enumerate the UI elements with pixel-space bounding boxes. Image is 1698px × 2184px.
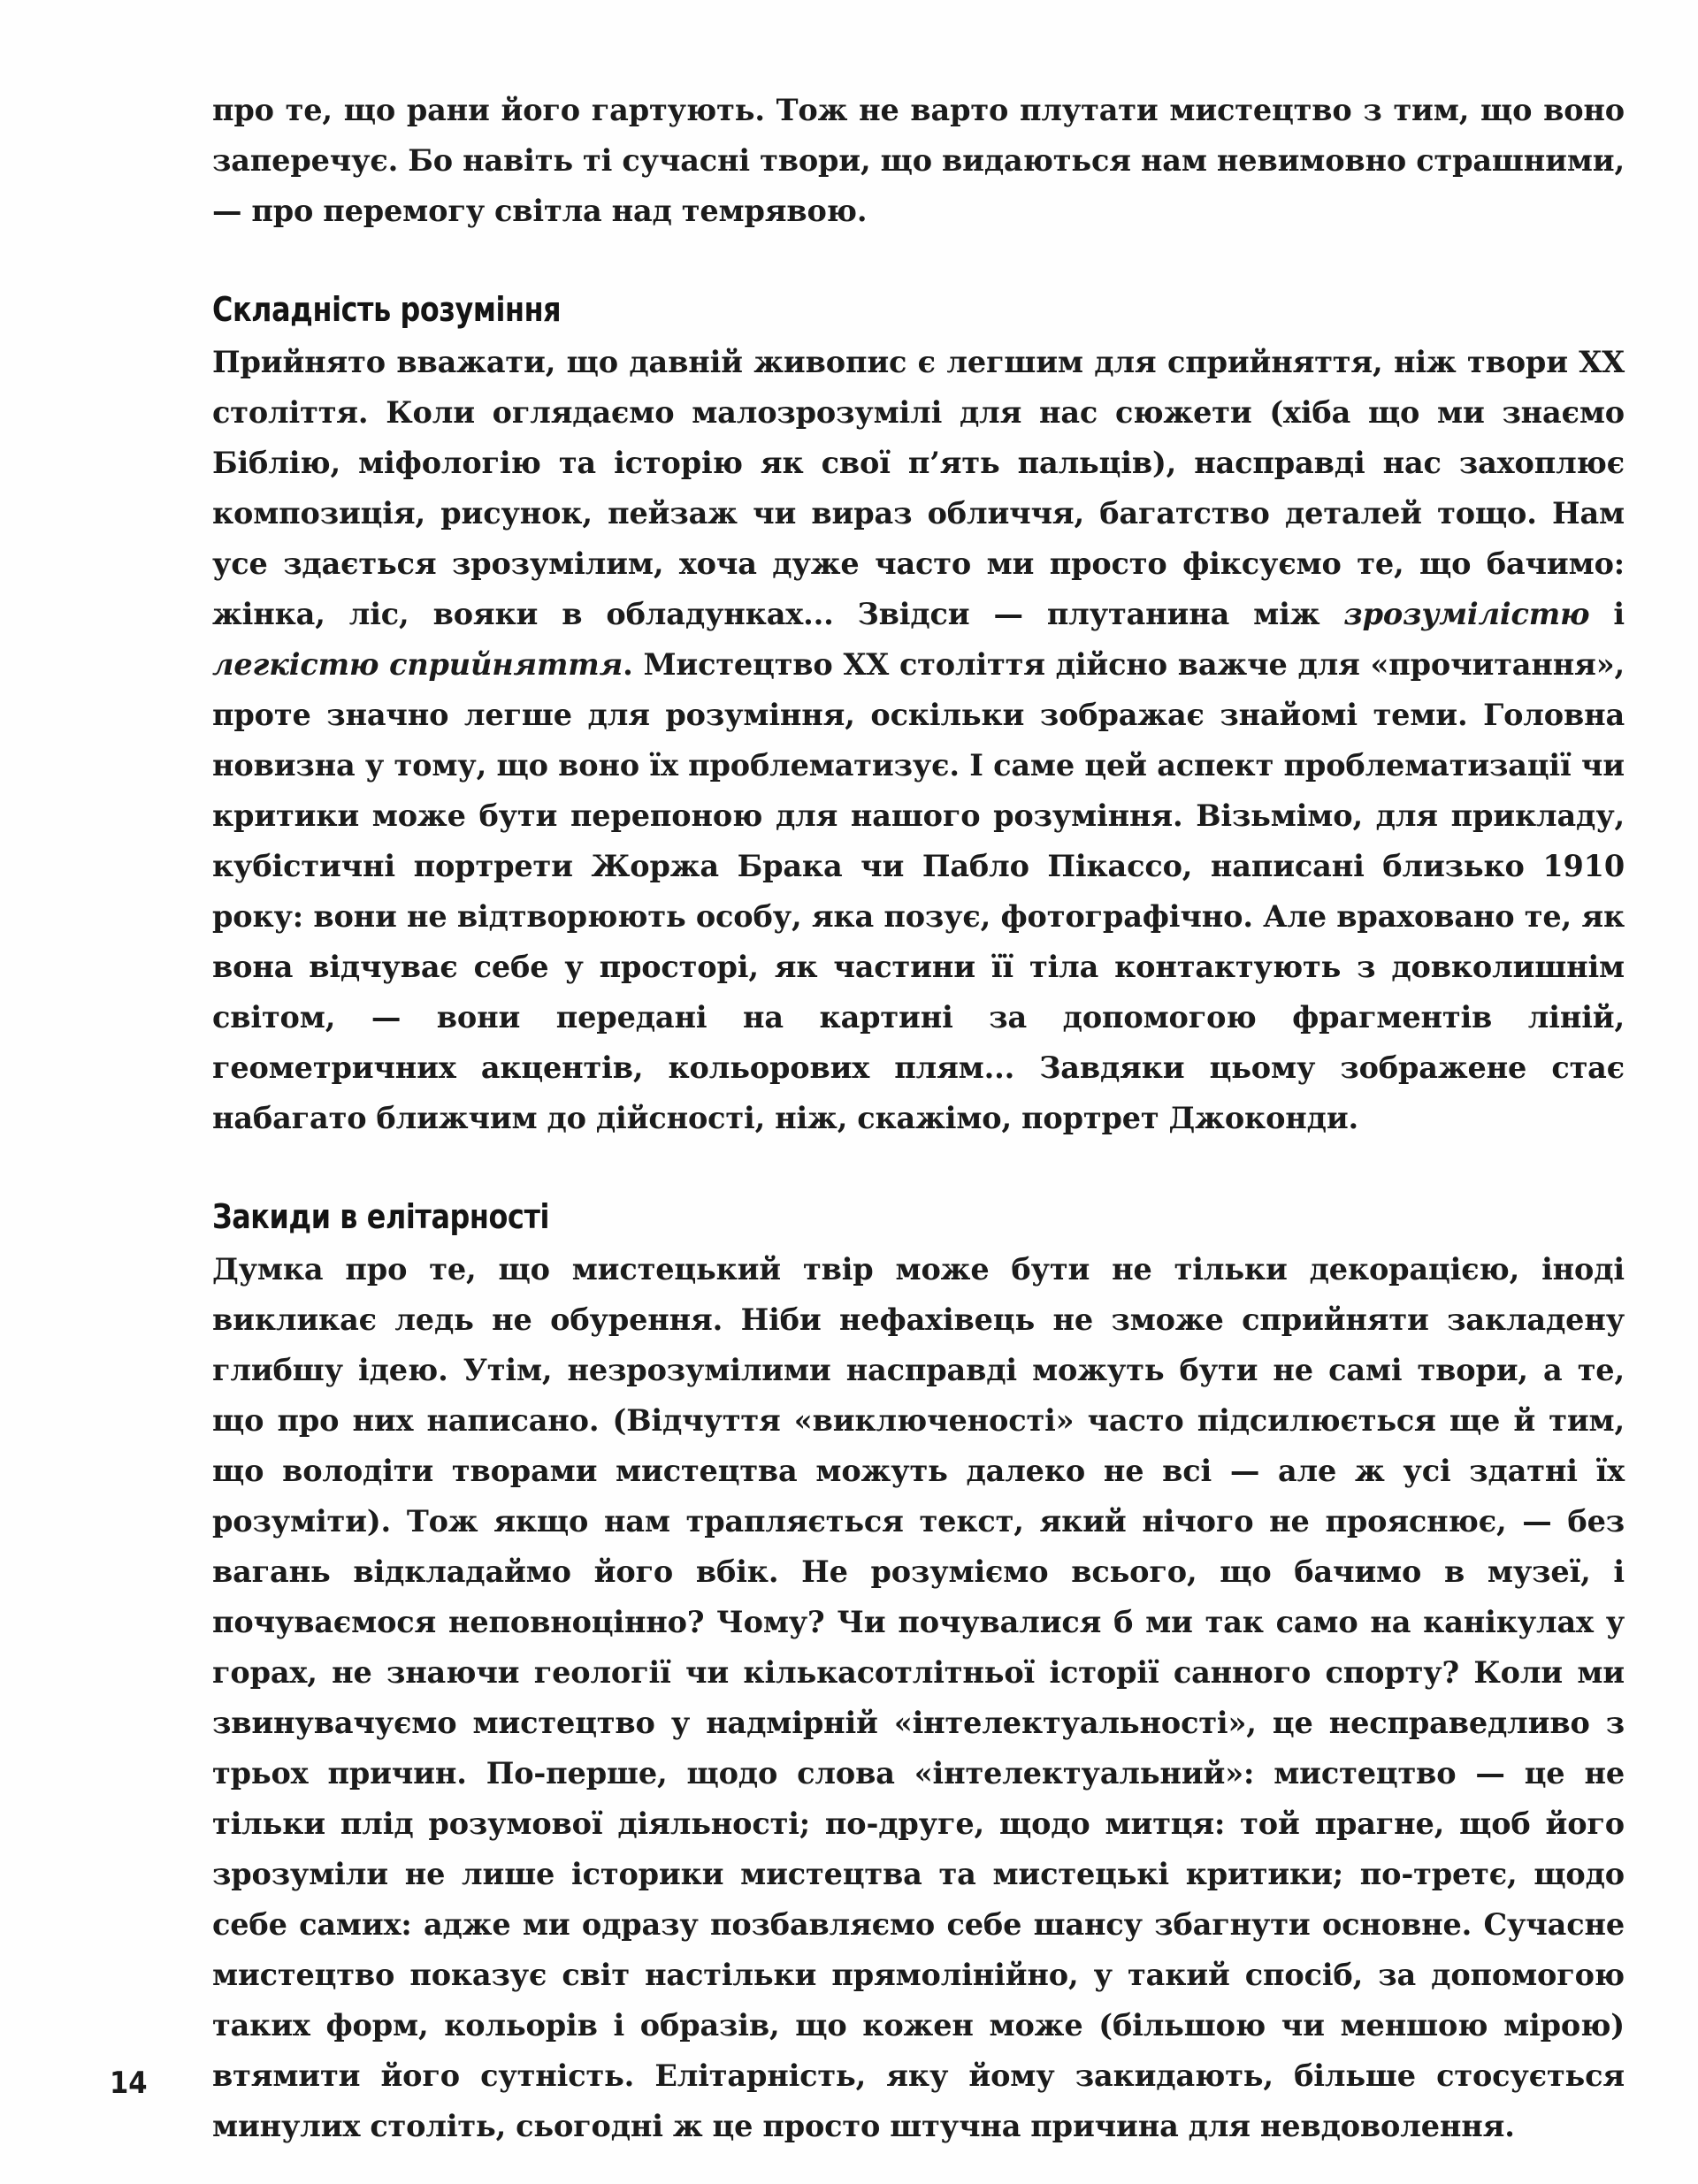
- section-heading-skladnist-rozuminnya: Складність розуміння: [212, 290, 562, 329]
- section-2-paragraph: Думка про те, що мистецький твір може бути не тільки декорацією, іноді викликає ледь не обурення. Ніби нефахівець не зможе сприйняти закладену глибшу ідею. Утім, незрозумілими насправді можуть бути не самі твори, а те, що про них написано. (Відчуття «виключеності» часто підсилюється ще й тим, що володіти творами мистецтва можуть далеко не всі — але ж усі здатні їх розуміти). Тож якщо нам трапляється текст, який нічого не прояснює, — без вагань відкладаймо його вбік. Не розуміємо всього, що бачимо в музеї, і почуваємося неповноцінно? Чому? Чи почувалися б ми так само на канікулах у горах, не знаючи геології чи кількасотлітньої історії санного спорту? Коли ми звинувачуємо мистецтво у надмірній «інтелектуальності», це несправедливо з трьох причин. По-перше, щодо слова «інтелектуальний»: мистецтво — це не тільки плід розумової діяльності; по-друге, щодо митця: той прагне, щоб його зрозуміли не лише історики мистецтва та мистецькі критики; по-третє, щодо себе самих: адже ми одразу позбавляємо себе шансу збагнути основне. Сучасне мистецтво показує світ настільки прямолінійно, у такий спосіб, за допомогою таких форм, кольорів і образів, що кожен може (більшою чи меншою мірою) втямити його сутність. Елітарність, яку йому закидають, більше стосується минулих століть, сьогодні ж це просто штучна причина для невдоволення.: [212, 1252, 1625, 2143]
- emphasized-text: зрозумілістю: [1343, 597, 1590, 631]
- page-number: 14: [110, 2066, 148, 2101]
- spacer-after-heading-2: [212, 1237, 1625, 1244]
- continued-paragraph: про те, що рани його гартують. Тож не варто плутати мистецтво з тим, що воно заперечує. Бо навіть ті сучасні твори, що видаються нам невимовно страшними, — про перемогу світла над темрявою.: [212, 93, 1625, 228]
- emphasized-text: легкістю сприйняття: [212, 647, 623, 682]
- spacer-before-heading-1: [212, 236, 1625, 289]
- spacer-before-heading-2: [212, 1143, 1625, 1196]
- section-heading-zakydy-v-elitarnosti: Закиди в елітарності: [212, 1197, 550, 1236]
- spacer-after-heading-1: [212, 330, 1625, 337]
- section-1-paragraph: Прийнято вважати, що давній живопис є легшим для сприйняття, ніж твори ХХ століття. Коли оглядаємо малозрозумілі для нас сюжети (хіба що ми знаємо Біблію, міфологію та історію як свої п’ять пальців), насправді нас захоплює композиція, рисунок, пейзаж чи вираз обличчя, багатство деталей тощо. Нам усе здається зрозумілим, хоча дуже часто ми просто фіксуємо те, що бачимо: жінка, ліс, вояки в обладунках... Звідси — плутанина між зрозумілістю і легкістю сприйняття. Мистецтво ХХ століття дійсно важче для «прочитання», проте значно легше для розуміння, оскільки зображає знайомі теми. Головна новизна у тому, що воно їх проблематизує. І саме цей аспект проблематизації чи критики може бути перепоною для нашого розуміння. Візьмімо, для прикладу, кубістичні портрети Жоржа Брака чи Пабло Пікассо, написані близько 1910 року: вони не відтворюють особу, яка позує, фотографічно. Але враховано те, як вона відчуває себе у просторі, як частини її тіла контактують з довколишнім світом, — вони передані на картині за допомогою фрагментів ліній, геометричних акцентів, кольорових плям... Завдяки цьому зображене стає набагато ближчим до дійсності, ніж, скажімо, портрет Джоконди.: [212, 345, 1625, 1135]
- text-column: [212, 85, 1625, 2151]
